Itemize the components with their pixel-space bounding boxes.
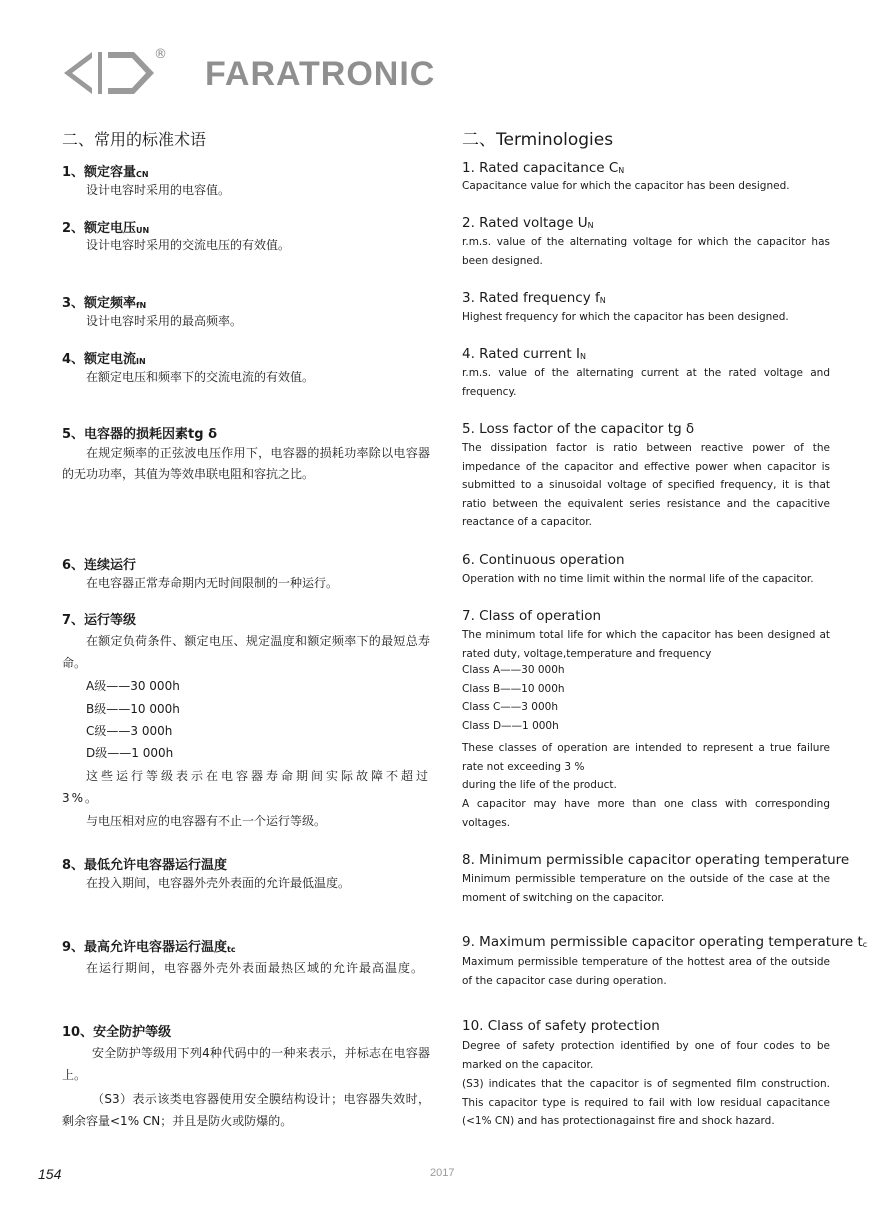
en-s3-body: Highest frequency for which the capacitor has been designed. — [462, 311, 789, 323]
en-s6-title: 6. Continuous operation — [462, 552, 625, 568]
en-s10-body: Degree of safety protection identified by one of four codes to be marked on the capacitor. — [462, 1040, 830, 1071]
cn-s9-body: 在运行期间，电容器外壳外表面最热区域的允许最高温度。 — [86, 961, 425, 975]
cn-s8-body: 在投入期间，电容器外壳外表面的允许最低温度。 — [86, 876, 351, 890]
page-number: 154 — [38, 1166, 62, 1182]
cn-s7-title: 7、运行等级 — [62, 613, 137, 628]
en-class-b: Class B——10 000h — [462, 683, 565, 695]
cn-s7-note: 这些运行等级表示在电容器寿命期间实际故障不超过3%。 — [62, 769, 430, 805]
en-s7-title: 7. Class of operation — [462, 608, 602, 624]
en-s7-note2: A capacitor may have more than one class with corresponding voltages. — [462, 798, 830, 829]
cn-class-b: B级——10 000h — [86, 702, 180, 716]
cn-s6-title: 6、连续运行 — [62, 558, 137, 573]
cn-s5-body: 在规定频率的正弦波电压作用下，电容器的损耗功率除以电容器的无功功率，其值为等效串联电阻和容抗之比。 — [62, 446, 430, 481]
en-s5-body: The dissipation factor is ratio between reactive power of the impedance of the capacitor and effective power when capacitor is submitted to a sinusoidal voltage of specified frequency, it is that ratio between the equivalent series resistance and the capacitive reactance of a capacitor. — [462, 442, 830, 528]
en-s1-title: 1. Rated capacitance $C_N$ — [462, 160, 625, 176]
en-s7-note-b: during the life of the product. — [462, 779, 617, 791]
en-s2-title: 2. Rated voltage $U_N$ — [462, 215, 594, 231]
en-s7-body: The minimum total life for which the capacitor has been designed at rated duty, voltage,temperature and frequency — [462, 629, 830, 660]
en-s8-body: Minimum permissible temperature on the outside of the case at the moment of switching on the capacitor. — [462, 873, 830, 904]
cn-s6-body: 在电容器正常寿命期内无时间限制的一种运行。 — [86, 576, 339, 590]
cn-heading: 二、常用的标准术语 — [62, 130, 207, 149]
en-s10-body2: (S3) indicates that the capacitor is of segmented film construction. This capacitor type is required to fail with low residual capacitance (<1% CN) and has protectionagainst fire and shock hazard. — [462, 1078, 830, 1127]
cn-s10-body2: （S3）表示该类电容器使用安全膜结构设计；电容器失效时，剩余容量<1% CN；并且是防火或防爆的。 — [62, 1092, 430, 1128]
cn-class-d: D级——1 000h — [86, 746, 174, 760]
cn-s7-body: 在额定负荷条件、额定电压、规定温度和额定频率下的最短总寿命。 — [62, 634, 430, 670]
cn-s5-title: 5、电容器的损耗因素tg δ — [62, 427, 218, 442]
en-s9-body: Maximum permissible temperature of the hottest area of the outside of the capacitor case during operation. — [462, 956, 830, 987]
brand-name: FARATRONIC — [205, 55, 436, 93]
en-s8-title: 8. Minimum permissible capacitor operating temperature — [462, 852, 850, 868]
en-s6-body: Operation with no time limit within the normal life of the capacitor. — [462, 573, 814, 585]
en-s5-title: 5. Loss factor of the capacitor tg δ — [462, 421, 695, 437]
en-s7-note: These classes of operation are intended to represent a true failure rate not exceeding 3 % — [462, 742, 830, 773]
cn-s3-body: 设计电容时采用的最高频率。 — [86, 314, 243, 328]
cn-s4-title: 4、额定电流$_{IN}$ — [62, 352, 146, 367]
en-s3-title: 3. Rated frequency $f_N$ — [462, 290, 606, 306]
cn-s9-title: 9、最高允许电容器运行温度$_{tc}$ — [62, 940, 236, 955]
cn-s10-title: 10、安全防护等级 — [62, 1025, 172, 1040]
en-s2-body: r.m.s. value of the alternating voltage for which the capacitor has been designed. — [462, 236, 830, 267]
cn-s10-body: 安全防护等级用下列4种代码中的一种来表示，并标志在电容器上。 — [62, 1046, 430, 1082]
en-heading: 二、Terminologies — [462, 130, 614, 150]
footer-year: 2017 — [430, 1167, 455, 1179]
en-class-c: Class C——3 000h — [462, 701, 559, 713]
en-s4-body: r.m.s. value of the alternating current at the rated voltage and frequency. — [462, 367, 830, 398]
cn-class-c: C级——3 000h — [86, 724, 173, 738]
en-s9-title: 9. Maximum permissible capacitor operating temperature $t_c$ — [462, 934, 868, 950]
en-class-a: Class A——30 000h — [462, 664, 565, 676]
cn-s2-title: 2、额定电压$_{UN}$ — [62, 221, 150, 236]
cn-s7-note2: 与电压相对应的电容器有不止一个运行等级。 — [86, 814, 327, 828]
cn-s3-title: 3、额定频率$_{fN}$ — [62, 296, 147, 311]
cn-s1-title: 1、额定容量$_{CN}$ — [62, 165, 149, 180]
cn-s2-body: 设计电容时采用的交流电压的有效值。 — [86, 238, 291, 252]
en-class-d: Class D——1 000h — [462, 720, 559, 732]
cn-s4-body: 在额定电压和频率下的交流电流的有效值。 — [86, 370, 315, 384]
cn-class-a: A级——30 000h — [86, 679, 180, 693]
en-s10-title: 10. Class of safety protection — [462, 1018, 660, 1034]
en-s4-title: 4. Rated current $I_N$ — [462, 346, 586, 362]
en-s1-body: Capacitance value for which the capacitor has been designed. — [462, 180, 790, 192]
registered-mark: ® — [154, 47, 167, 62]
cn-s1-body: 设计电容时采用的电容值。 — [86, 183, 231, 197]
cn-s8-title: 8、最低允许电容器运行温度 — [62, 858, 228, 873]
